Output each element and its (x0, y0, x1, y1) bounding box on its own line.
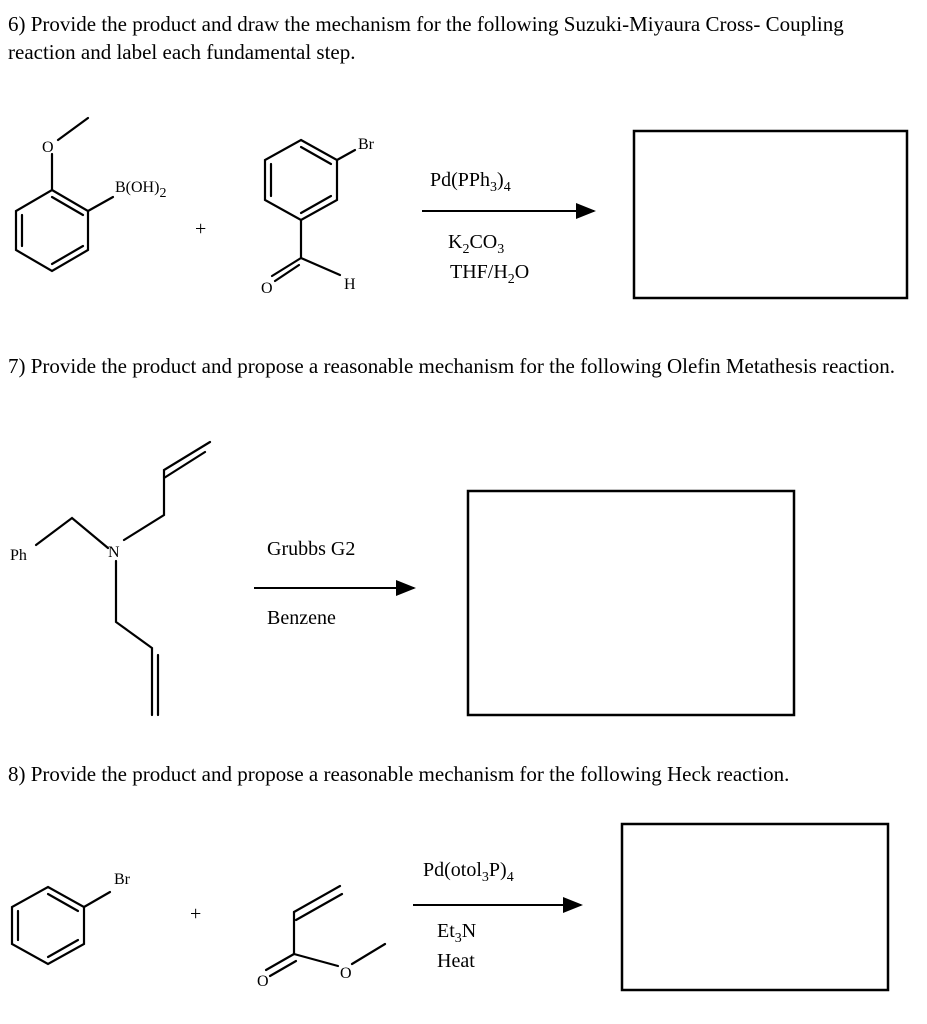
carbonyl-oxygen-label: O (257, 973, 269, 990)
question-8-text: 8) Provide the product and propose a reasonable mechanism for the following Heck reaction. (8, 762, 790, 786)
catalyst-label-7: Grubbs G2 (267, 538, 356, 560)
base-label-6: $K_2CO_3$ (448, 231, 505, 257)
condition-label-8: Heat (437, 950, 475, 972)
plus-sign-8: + (190, 903, 202, 925)
catalyst-label-6: $Pd(PPh_3)_4$ (430, 169, 511, 195)
aldehyde-hydrogen-label: H (344, 276, 356, 293)
methoxy-oxygen-label: O (42, 139, 54, 156)
reactant-methyl-acrylate (257, 886, 385, 990)
reactant-bromobenzene (12, 871, 131, 964)
plus-sign-6: + (195, 218, 207, 240)
aldehyde-oxygen-label: O (261, 280, 273, 297)
bromine-label-6: Br (358, 136, 374, 153)
reactant-bromobenzaldehyde (261, 136, 375, 297)
reaction-7-conditions (254, 538, 414, 629)
reaction-6-conditions (422, 169, 594, 287)
solvent-label-6: THF/$H_2O$ (450, 261, 530, 287)
catalyst-label-8: $Pd(otol_3P)_4$ (423, 859, 514, 885)
base-label-8: $Et_3N$ (437, 920, 477, 946)
bromine-label-8: Br (114, 871, 130, 888)
phenyl-label: Ph (10, 547, 27, 564)
ester-oxygen-label: O (340, 965, 352, 982)
answer-box-8[interactable] (622, 824, 888, 990)
answer-box-6[interactable] (634, 131, 907, 298)
boronic-acid-label: B(OH)2 (115, 179, 167, 201)
answer-box-7[interactable] (468, 491, 794, 715)
question-6-text: 6) Provide the product and draw the mechanism for the following Suzuki-Miyaura Cross- Coupling reaction and label each fundamental step. (8, 12, 844, 64)
question-7-text: 7) Provide the product and propose a reasonable mechanism for the following Olefin Metathesis reaction. (8, 354, 895, 378)
reaction-8-conditions (413, 859, 581, 972)
reactant-methoxyphenylboronic-acid (16, 118, 166, 271)
reactant-diallylbenzylamine (10, 442, 210, 715)
nitrogen-label: N (108, 544, 120, 561)
solvent-label-7: Benzene (267, 607, 336, 629)
